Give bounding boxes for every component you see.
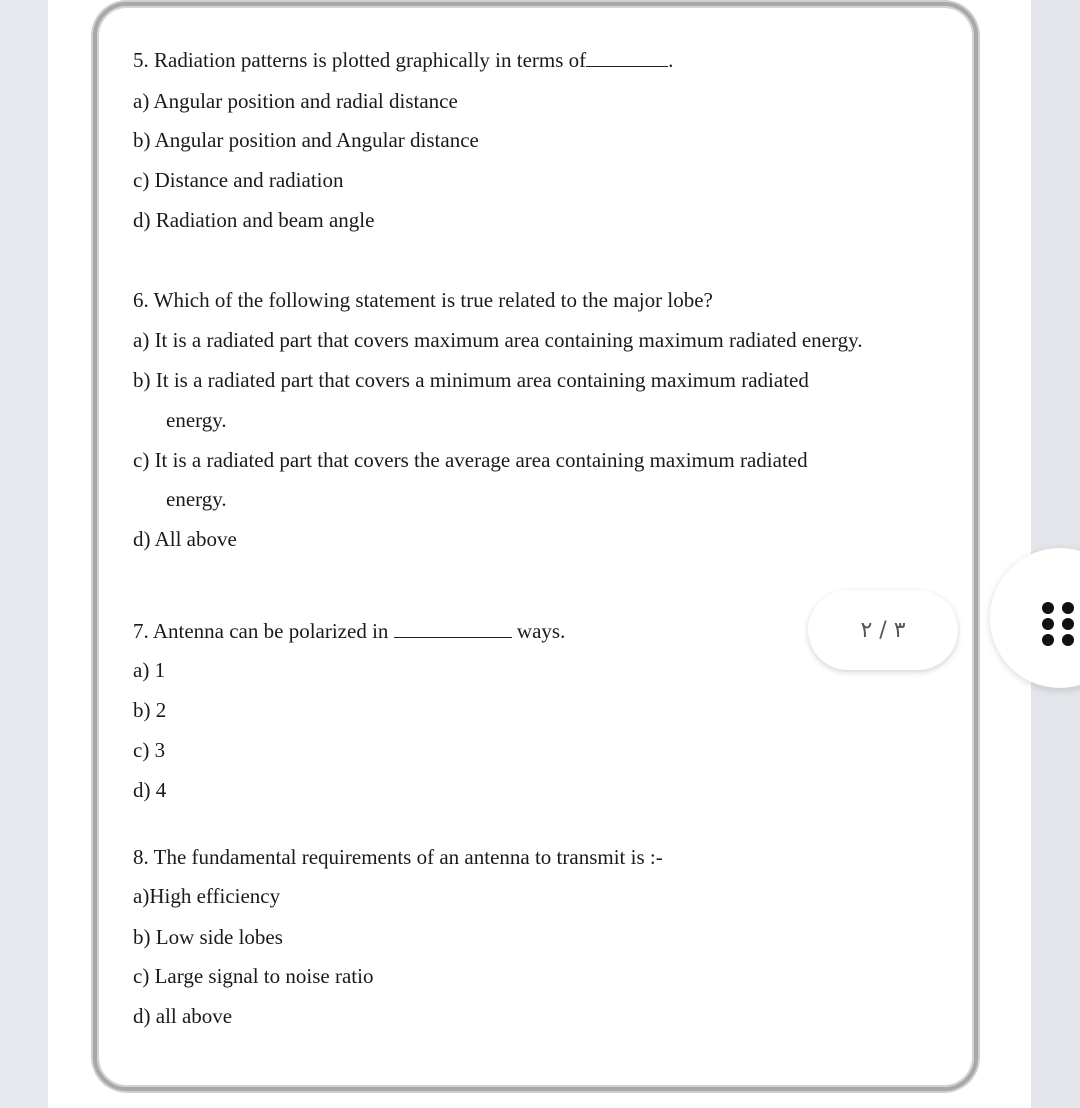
answer-blank (586, 48, 668, 67)
option-c: c) Large signal to noise ratio (133, 964, 374, 988)
option-d: d) all above (133, 1004, 233, 1028)
question-8-stem: 8. The fundamental requirements of an antenna to transmit is :- (133, 845, 663, 869)
option-c-continued: energy. (166, 487, 227, 511)
more-dots-icon (1040, 600, 1080, 648)
option-a: a)High efficiency (133, 884, 281, 908)
left-margin (0, 0, 48, 1108)
option-b: b) Angular position and Angular distance (133, 128, 479, 152)
page-indicator: ٣ / ٢ (808, 590, 958, 670)
option-d: d) 4 (133, 778, 167, 802)
question-5-period: . (668, 48, 674, 72)
answer-blank (394, 619, 512, 638)
option-c: c) It is a radiated part that covers the average area containing maximum radiated (133, 448, 808, 472)
question-7-suffix: ways. (516, 619, 566, 643)
option-d: d) All above (133, 527, 237, 551)
option-a: a) Angular position and radial distance (133, 89, 458, 113)
question-6-stem: 6. Which of the following statement is true related to the major lobe? (133, 288, 713, 312)
option-b-continued: energy. (166, 408, 227, 432)
question-5-stem (133, 48, 673, 72)
option-c: c) 3 (133, 738, 166, 762)
option-b: b) Low side lobes (133, 925, 283, 949)
question-5-text: 5. Radiation patterns is plotted graphically in terms of (133, 48, 587, 72)
option-c: c) Distance and radiation (133, 168, 344, 192)
option-d: d) Radiation and beam angle (133, 208, 375, 232)
option-b: b) It is a radiated part that covers a minimum area containing maximum radiated (133, 368, 809, 392)
option-a: a) It is a radiated part that covers maximum area containing maximum radiated energy. (133, 328, 863, 352)
question-7-text: 7. Antenna can be polarized in (133, 619, 389, 643)
question-7-stem (133, 619, 565, 643)
option-b: b) 2 (133, 698, 167, 722)
option-a: a) 1 (133, 658, 166, 682)
